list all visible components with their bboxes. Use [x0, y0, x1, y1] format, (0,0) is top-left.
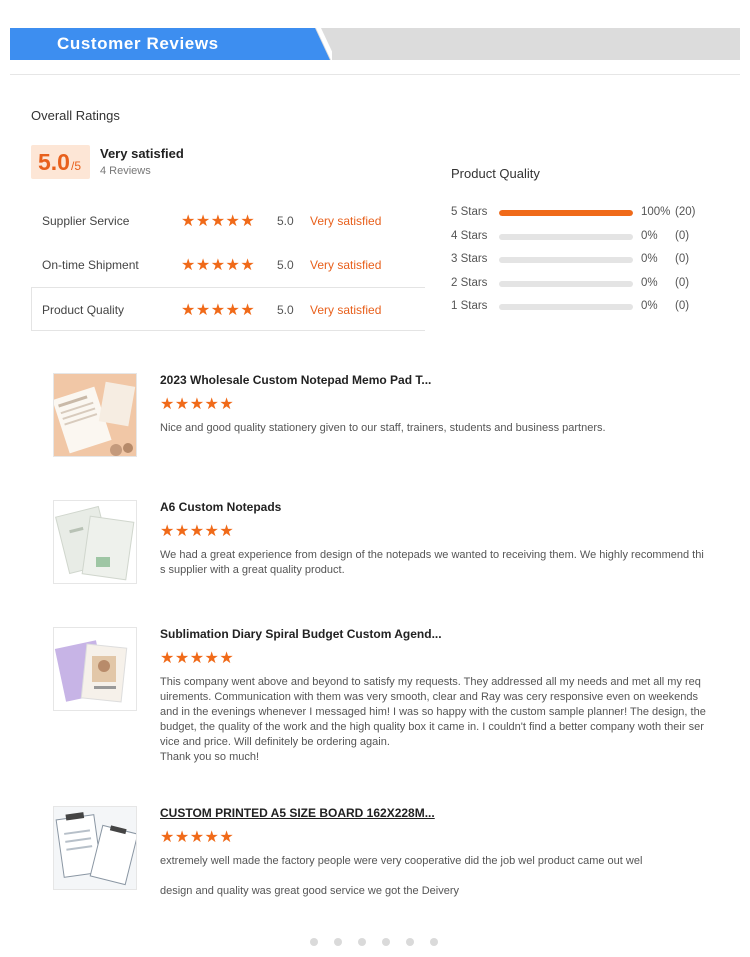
rating-score: 5.0 — [277, 214, 294, 228]
rating-categories — [31, 199, 425, 331]
review-text — [160, 675, 706, 765]
star-breakdown-row — [451, 275, 711, 299]
count-label: (0) — [675, 253, 690, 265]
star-level-label: 5 Stars — [451, 206, 488, 218]
review-product-title[interactable]: Sublimation Diary Spiral Budget Custom Agend... — [160, 627, 442, 641]
product-quality-breakdown — [451, 204, 711, 322]
clipboard-product-image — [54, 807, 137, 890]
rating-label: On-time Shipment — [42, 258, 139, 272]
review-body: This company went above and beyond to satisfy my requests. They addressed all my needs and met all my requirements. Communication with them was very smooth, clear and Ray was cery responsive even on weekends and in the evenings whenever I messaged him! I was so happy with the custom sample planner! The design, the budget, the quality of the work and the high quality box it came in. I couldn't find a better company woth their service and price. Will definitely be ordering again. — [160, 676, 706, 748]
overall-ratings-heading: Overall Ratings — [31, 108, 120, 123]
star-rating-icon: ★★★★★ — [181, 213, 256, 230]
rating-row-on-time-shipment[interactable] — [31, 243, 425, 287]
review-product-title[interactable]: 2023 Wholesale Custom Notepad Memo Pad T... — [160, 373, 432, 387]
overall-score-max: /5 — [71, 159, 82, 173]
product-thumbnail[interactable] — [53, 500, 137, 584]
count-label: (0) — [675, 276, 690, 289]
rating-label: Product Quality — [42, 303, 125, 317]
review-product-title[interactable]: CUSTOM PRINTED A5 SIZE BOARD 162X228M... — [160, 806, 435, 820]
planner-product-image — [54, 628, 137, 711]
rating-label: Supplier Service — [42, 214, 130, 228]
review-body-signoff: Thank you so much! — [160, 751, 260, 763]
star-breakdown-row — [451, 228, 711, 252]
product-thumbnail[interactable] — [53, 373, 137, 457]
percent-label: 0% — [641, 300, 658, 312]
star-rating-icon: ★★★★★ — [160, 650, 235, 667]
review-body: extremely well made the factory people were very cooperative did the job wel product came out wel — [160, 855, 643, 867]
progress-bar — [499, 234, 633, 240]
percent-label: 0% — [641, 253, 658, 265]
product-quality-heading: Product Quality — [451, 166, 540, 181]
review-product-title[interactable]: A6 Custom Notepads — [160, 500, 282, 514]
star-rating-icon: ★★★★★ — [160, 523, 235, 540]
progress-bar — [499, 210, 633, 216]
section-header-banner — [10, 28, 740, 60]
section-title: Customer Reviews — [57, 34, 219, 53]
overall-satisfaction-label: Very satisfied — [100, 146, 184, 161]
pagination-dot[interactable] — [358, 938, 366, 946]
product-thumbnail[interactable] — [53, 806, 137, 890]
star-rating-icon: ★★★★★ — [181, 257, 256, 274]
pagination-dot[interactable] — [310, 938, 318, 946]
progress-bar — [499, 304, 633, 310]
review-body-second: design and quality was great good service we got the Deivery — [160, 885, 460, 897]
star-level-label: 2 Stars — [451, 276, 488, 289]
percent-label: 0% — [641, 276, 658, 289]
review-body: We had a great experience from design of the notepads we wanted to receiving them. We highly recommend this supplier with a great quality product. — [160, 549, 704, 576]
count-label: (20) — [675, 206, 696, 218]
percent-label: 100% — [641, 206, 671, 218]
notepad-product-image — [54, 501, 137, 584]
review-count: 4 Reviews — [100, 165, 151, 177]
review-text — [160, 854, 706, 899]
star-breakdown-row — [451, 298, 711, 322]
notepad-product-image — [54, 374, 137, 457]
overall-score-badge — [31, 145, 90, 179]
progress-bar — [499, 281, 633, 287]
progress-bar — [499, 257, 633, 263]
pagination-dot[interactable] — [406, 938, 414, 946]
star-level-label: 1 Stars — [451, 300, 488, 312]
star-rating-icon: ★★★★★ — [160, 829, 235, 846]
review-text — [160, 548, 706, 578]
rating-score: 5.0 — [277, 258, 294, 272]
rating-score: 5.0 — [277, 303, 294, 317]
divider — [10, 74, 740, 75]
review-text — [160, 421, 706, 436]
pagination-dot[interactable] — [382, 938, 390, 946]
product-thumbnail[interactable] — [53, 627, 137, 711]
rating-row-product-quality[interactable] — [31, 287, 425, 331]
rating-text: Very satisfied — [310, 258, 382, 272]
pagination-dot[interactable] — [430, 938, 438, 946]
star-rating-icon: ★★★★★ — [160, 396, 235, 413]
rating-text: Very satisfied — [310, 214, 382, 228]
star-level-label: 4 Stars — [451, 229, 488, 242]
carousel-pagination — [310, 933, 454, 942]
star-breakdown-row — [451, 251, 711, 275]
rating-row-supplier-service[interactable] — [31, 199, 425, 243]
percent-label: 0% — [641, 229, 658, 242]
star-level-label: 3 Stars — [451, 253, 488, 265]
review-body: Nice and good quality stationery given to our staff, trainers, students and business partners. — [160, 422, 606, 434]
count-label: (0) — [675, 300, 690, 312]
pagination-dot[interactable] — [334, 938, 342, 946]
star-rating-icon: ★★★★★ — [181, 302, 256, 319]
count-label: (0) — [675, 229, 690, 242]
overall-score: 5.0 — [38, 149, 70, 175]
progress-fill — [499, 210, 633, 216]
star-breakdown-row — [451, 204, 711, 228]
rating-text: Very satisfied — [310, 303, 382, 317]
